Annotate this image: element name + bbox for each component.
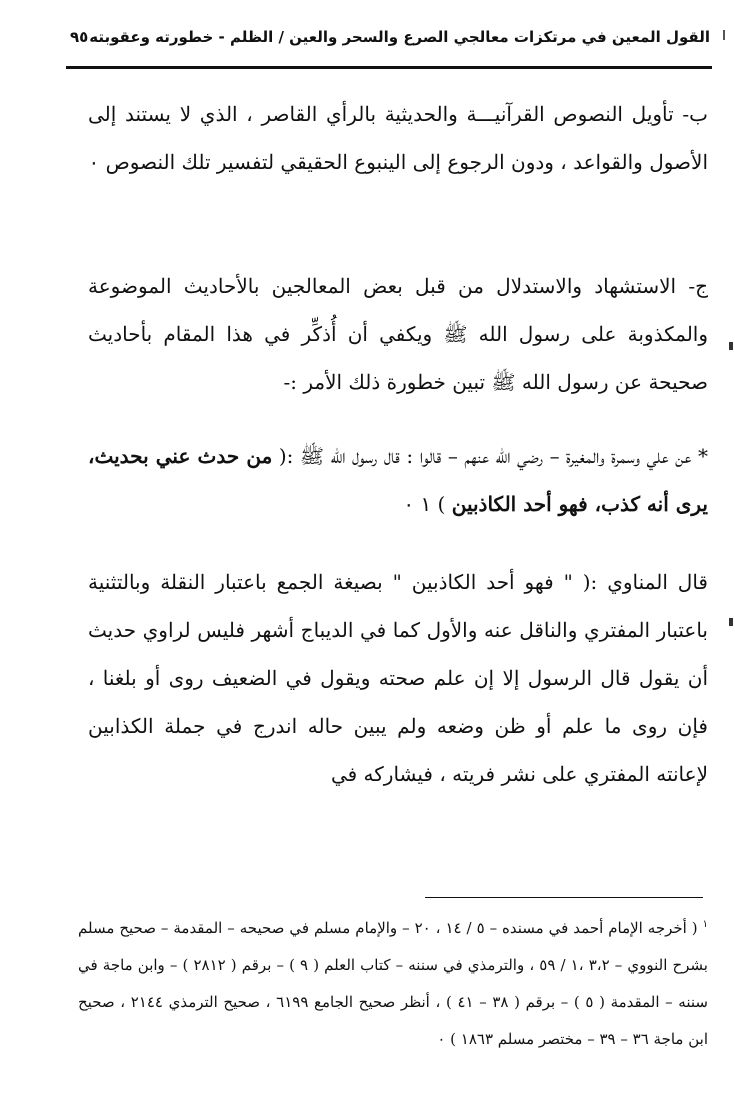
- page-number: ٩٥: [70, 28, 89, 46]
- hadith-text: من حدث عني بحديث، يرى أنه كذب، فهو أحد الكاذبين: [88, 444, 708, 516]
- footnote-text: ( أخرجه الإمام أحمد في مسنده – ٥ / ١٤ ، ٢٠ – والإمام مسلم في صحيحه – المقدمة – صحيح مسلم بشرح النووي – ٣،٢ ،١ / ٥٩ ، والترمذي في سننه – كتاب العلم ( ٩ ) – برقم ( ٢٨١٢ ) – وابن ماجة في سننه – المقدمة ( ٥ ) – برقم ( ٣٨ – ٤١ ) ، أنظر صحيح الجامع ٦١٩٩ ، صحيح الترمذي ٢١٤٤ ، صحيح ابن ماجة ٣٦ – ٣٩ – مختصر مسلم ١٨٦٣ ) ٠: [78, 919, 708, 1048]
- hadith-block: [88, 432, 708, 528]
- scan-tick-mark: [723, 30, 725, 40]
- paragraph-manawi-text: قال المناوي :( " فهو أحد الكاذبين " بصيغة الجمع باعتبار النقلة وبالتثنية باعتبار المفتري والناقل عنه والأول كما في الديباج أشهر فليس لراوي حديث أن يقول قال الرسول إلا إن علم صحته ويقول في الضعيف روى أو بلغنا ، فإن روى ما علم أو ظن وضعه ولم يبين حاله اندرج في جملة الكذابين لإعانته المفتري على نشر فريته ، فيشاركه في: [88, 570, 708, 786]
- footnote-marker: ١: [702, 919, 708, 930]
- margin-mark-upper: [729, 342, 733, 350]
- paragraph-j: [88, 262, 708, 406]
- hadith-paragraph: [88, 432, 708, 528]
- paragraph-manawi: [88, 558, 708, 798]
- footnote: [78, 906, 708, 1058]
- page-header: [60, 22, 710, 66]
- hadith-close: ) ١ ٠: [403, 492, 446, 516]
- margin-mark-lower: [729, 618, 733, 626]
- paragraph-b-text: ب- تأويل النصوص القرآنيـــة والحديثية بالرأي القاصر ، الذي لا يستند إلى الأصول والقواعد ، ودون الرجوع إلى الينبوع الحقيقي لتفسير تلك النصوص ٠: [88, 102, 708, 174]
- running-title: القول المعين في مرتكزات معالجي الصرع والسحر والعين / الظلم - خطورته وعقوبته: [89, 28, 710, 46]
- hadith-intro: * عن علي وسمرة والمغيرة – رضي الله عنهم – قالوا : قال رسول الله ﷺ :(: [278, 444, 709, 468]
- header-rule: [66, 66, 712, 69]
- paragraph-j-text: ج- الاستشهاد والاستدلال من قبل بعض المعالجين بالأحاديث الموضوعة والمكذوبة على رسول الله ﷺ ويكفي أن أُذكِّر في هذا المقام بأحاديث صحيحة عن رسول الله ﷺ تبين خطورة ذلك الأمر :-: [88, 274, 708, 394]
- paragraph-b: [88, 90, 708, 186]
- footnote-rule: [425, 897, 703, 898]
